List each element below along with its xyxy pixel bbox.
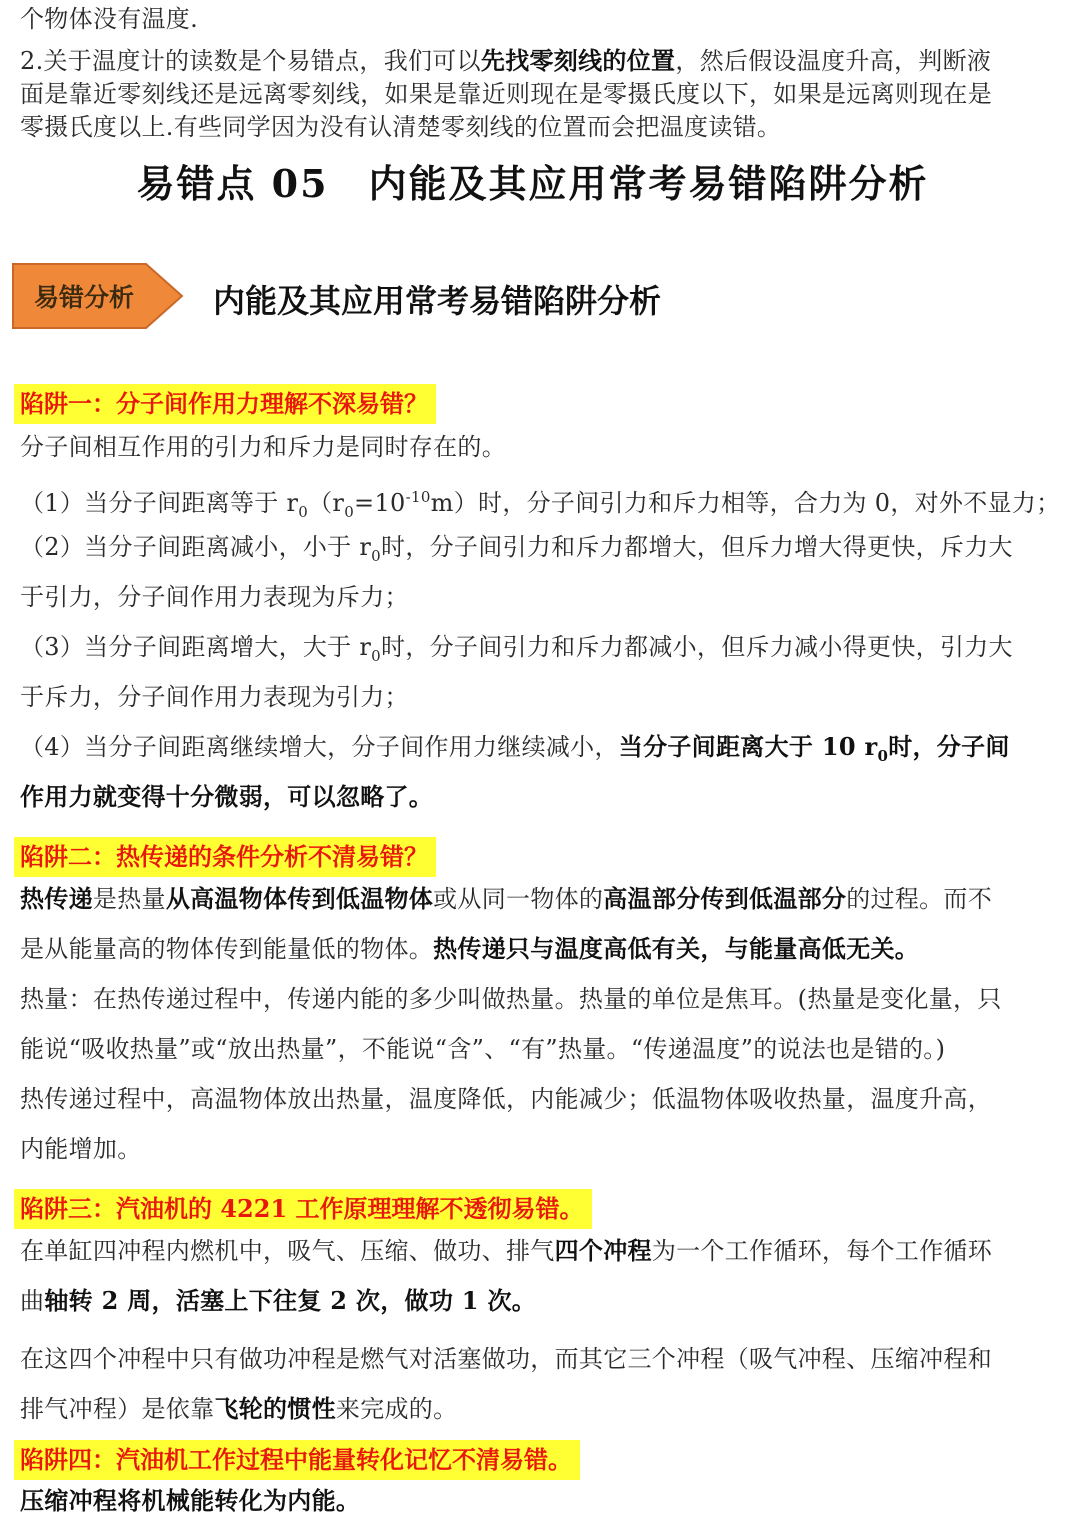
text: 能说“吸收热量”或“放出热量”，不能说“含”、“有”热量。“传递温度”的说法也是错的。) bbox=[20, 1035, 946, 1063]
trap2-l3 bbox=[20, 982, 1002, 1016]
text: 陷阱四：汽油机工作过程中能量转化记忆不清易错。 bbox=[20, 1445, 572, 1474]
superscript: -10 bbox=[405, 488, 431, 506]
intro-line-4 bbox=[20, 110, 781, 144]
text: 或从同一物体的 bbox=[433, 885, 604, 913]
bold-text: 轴转 2 周，活塞上下往复 2 次，做功 1 次。 bbox=[44, 1286, 537, 1315]
trap1-p3-cont bbox=[20, 680, 409, 714]
subscript: 0 bbox=[344, 502, 355, 521]
subscript: 0 bbox=[371, 646, 382, 665]
text: 内能增加。 bbox=[20, 1135, 142, 1163]
bold-text: 飞轮的惯性 bbox=[214, 1394, 336, 1423]
bold-text: 从高温物体传到低温物体 bbox=[165, 884, 434, 913]
text: 时，分子间引力和斥力都减小，但斥力减小得更快，引力大 bbox=[381, 633, 1013, 661]
text: 是从能量高的物体传到能量低的物体。 bbox=[20, 935, 434, 963]
text: 的过程。而不 bbox=[846, 885, 993, 913]
text: 面是靠近零刻线还是远离零刻线，如果是靠近则现在是零摄氏度以下，如果是远离则现在是 bbox=[20, 80, 992, 108]
text: 零摄氏度以上.有些同学因为没有认清楚零刻线的位置而会把温度读错。 bbox=[20, 113, 782, 141]
trap1-p2-cont bbox=[20, 580, 409, 614]
section-title: 易错点 05 内能及其应用常考易错陷阱分析 bbox=[136, 161, 929, 206]
trap3-l2 bbox=[20, 1284, 536, 1318]
trap2-l5 bbox=[20, 1082, 992, 1116]
bold-text: 四个冲程 bbox=[554, 1236, 652, 1265]
trap1-p4 bbox=[20, 730, 1010, 773]
text: 排气冲程）是依靠 bbox=[20, 1395, 215, 1423]
bold-text: 当分子间距离大于 10 r bbox=[618, 732, 878, 761]
subscript: 0 bbox=[877, 746, 889, 765]
intro-line-3 bbox=[20, 77, 992, 111]
trap-3-heading bbox=[14, 1189, 592, 1229]
text: 在单缸四冲程内燃机中，吸气、压缩、做功、排气 bbox=[20, 1237, 555, 1265]
bold-text: 压缩冲程将机械能转化为内能。 bbox=[20, 1486, 361, 1515]
trap-4-heading bbox=[14, 1440, 580, 1480]
intro-line-2 bbox=[20, 44, 991, 78]
text: 时，分子间引力和斥力都增大，但斥力增大得更快，斥力大 bbox=[381, 533, 1013, 561]
trap-2-heading bbox=[14, 837, 436, 877]
bold-text: 先找零刻线的位置 bbox=[480, 46, 676, 75]
text: 个物体没有温度. bbox=[20, 5, 199, 33]
bold-text: 热传递只与温度高低有关，与能量高低无关。 bbox=[433, 934, 920, 963]
text: （2）当分子间距离减小，小于 r bbox=[20, 533, 372, 561]
text: m）时，分子间引力和斥力相等，合力为 0，对外不显力； bbox=[430, 489, 1061, 517]
text: 在这四个冲程中只有做功冲程是燃气对活塞做功，而其它三个冲程（吸气冲程、压缩冲程和 bbox=[20, 1345, 992, 1373]
trap1-p4-cont bbox=[20, 780, 433, 814]
text: （1）当分子间距离等于 r bbox=[20, 489, 299, 517]
bold-text: 高温部分传到低温部分 bbox=[603, 884, 847, 913]
trap3-l1 bbox=[20, 1234, 992, 1268]
trap-1-heading bbox=[14, 384, 436, 424]
subscript: 0 bbox=[298, 502, 309, 521]
text: 陷阱一：分子间作用力理解不深易错？ bbox=[20, 389, 428, 418]
trap3-l4 bbox=[20, 1392, 457, 1426]
text: （3）当分子间距离增大，大于 r bbox=[20, 633, 372, 661]
bold-text: 时，分子间 bbox=[888, 732, 1010, 761]
subscript: 0 bbox=[371, 546, 382, 565]
text: （4）当分子间距离继续增大，分子间作用力继续减小， bbox=[20, 733, 619, 761]
text: 陷阱二：热传递的条件分析不清易错？ bbox=[20, 842, 428, 871]
text: 来完成的。 bbox=[335, 1395, 458, 1423]
text: ，然后假设温度升高，判断液 bbox=[675, 47, 992, 75]
text: 工作原理理解不透彻易错。 bbox=[287, 1194, 584, 1223]
bold-text: 热传递 bbox=[20, 884, 93, 913]
trap2-l6 bbox=[20, 1132, 142, 1166]
text: （r bbox=[308, 489, 345, 517]
trap1-p1 bbox=[20, 480, 1060, 529]
text: 曲 bbox=[20, 1287, 45, 1315]
trap1-p0 bbox=[20, 430, 506, 464]
trap2-l2 bbox=[20, 932, 919, 966]
trap2-l1 bbox=[20, 882, 992, 916]
text: 热量：在热传递过程中，传递内能的多少叫做热量。热量的单位是焦耳。(热量是变化量，只 bbox=[20, 985, 1002, 1013]
text: 热传递过程中，高温物体放出热量，温度降低，内能减少；低温物体吸收热量，温度升高， bbox=[20, 1085, 992, 1113]
badge-label: 易错分析 bbox=[34, 283, 135, 312]
trap3-l3 bbox=[20, 1342, 992, 1376]
trap2-l4 bbox=[20, 1032, 945, 1066]
trap1-p2 bbox=[20, 530, 1013, 573]
subheading: 内能及其应用常考易错陷阱分析 bbox=[213, 282, 662, 320]
text: 分子间相互作用的引力和斥力是同时存在的。 bbox=[20, 433, 506, 461]
text: 陷阱三：汽油机的 bbox=[20, 1194, 221, 1223]
intro-line-1 bbox=[20, 2, 198, 36]
bold-text: 作用力就变得十分微弱，可以忽略了。 bbox=[20, 782, 434, 811]
text: 2.关于温度计的读数是个易错点，我们可以 bbox=[20, 47, 481, 75]
text: 于引力，分子间作用力表现为斥力； bbox=[20, 583, 409, 611]
trap4-l1 bbox=[20, 1484, 360, 1518]
text: 4221 bbox=[220, 1194, 288, 1223]
text: 为一个工作循环，每个工作循环 bbox=[651, 1237, 993, 1265]
text: 于斥力，分子间作用力表现为引力； bbox=[20, 683, 409, 711]
trap1-p3 bbox=[20, 630, 1013, 673]
analysis-badge bbox=[10, 258, 185, 334]
text: 是热量 bbox=[92, 885, 166, 913]
text: =10 bbox=[354, 489, 406, 517]
